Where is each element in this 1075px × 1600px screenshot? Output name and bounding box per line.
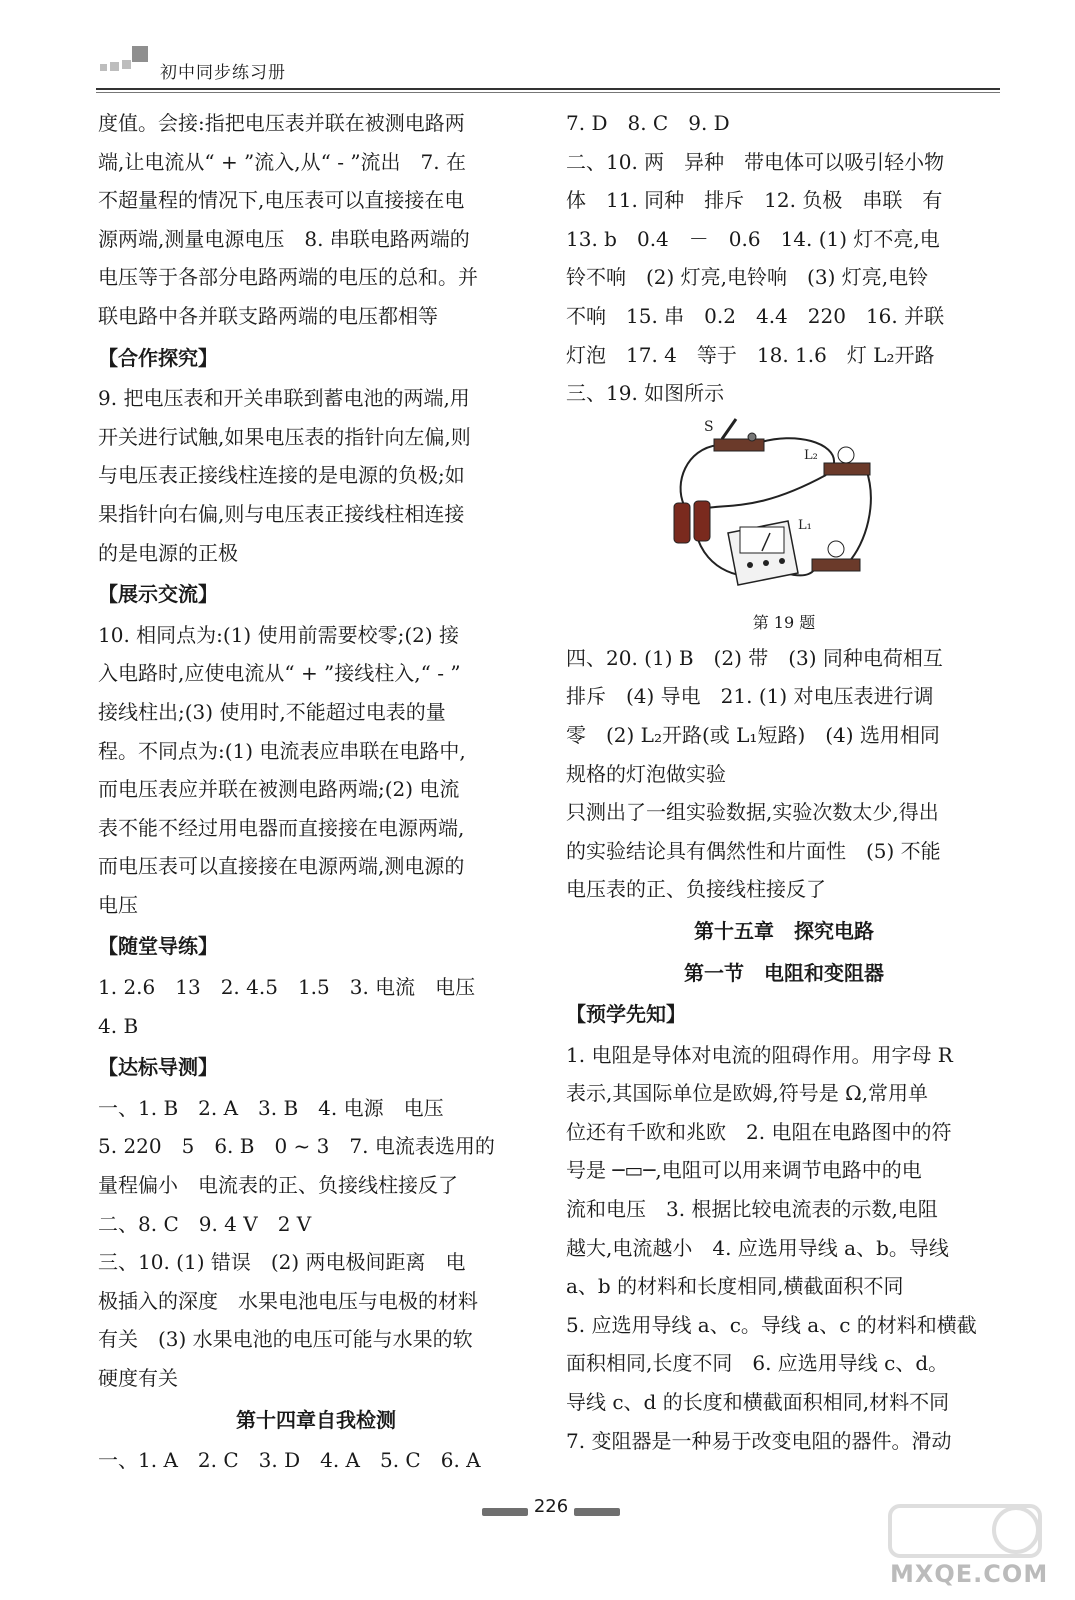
text-line: 三、19. 如图所示	[566, 381, 725, 406]
text-line: 灯泡 17. 4 等于 18. 1.6 灯 L₂开路	[566, 342, 935, 367]
text-line: 13. b 0.4 － 0.6 14. (1) 灯不亮,电	[566, 226, 940, 251]
section-heading: 【达标导测】	[98, 1055, 218, 1080]
text-line: 而电压表应并联在被测电路两端;(2) 电流	[98, 777, 460, 802]
text-line: 二、8. C 9. 4 V 2 V	[98, 1211, 312, 1236]
header-decoration	[110, 62, 119, 71]
text-line: 开关进行试触,如果电压表的指针向左偏,则	[98, 424, 471, 449]
text-line: 排斥 (4) 导电 21. (1) 对电压表进行调	[566, 684, 934, 709]
text-line: 1. 电阻是导体对电流的阻碍作用。用字母 R	[566, 1042, 953, 1067]
book-title: 初中同步练习册	[160, 63, 286, 83]
text-line: 导线 c、d 的长度和横截面积相同,材料不同	[566, 1390, 950, 1415]
text-line: 硬度有关	[98, 1366, 178, 1390]
text-line: 规格的灯泡做实验	[566, 761, 726, 786]
section-heading: 【随堂导练】	[98, 934, 218, 959]
page-header	[96, 38, 1000, 94]
text-line: 不超量程的情况下,电压表可以直接接在电	[98, 188, 465, 213]
lamp-l1-label: L₁	[798, 517, 812, 533]
text-line: 7. 变阻器是一种易于改变电阻的器件。滑动	[566, 1428, 952, 1453]
text-line: 接线柱出;(3) 使用时,不能超过电表的量	[98, 699, 446, 724]
header-decoration	[100, 64, 107, 71]
text-line: 有关 (3) 水果电池的电压可能与水果的软	[98, 1327, 473, 1352]
text-line: 1. 2.6 13 2. 4.5 1.5 3. 电流 电压	[98, 975, 476, 1000]
text-line: 4. B	[98, 1013, 139, 1038]
text-line: 量程偏小 电流表的正、负接线柱接反了	[98, 1173, 458, 1198]
text-line: 5. 应选用导线 a、c。导线 a、c 的材料和横截	[566, 1312, 977, 1337]
figure-caption: 第 19 题	[752, 612, 816, 632]
section-title: 第一节 电阻和变阻器	[684, 960, 884, 985]
text-line: 端,让电流从“ + ”流入,从“ - ”流出 7. 在	[98, 149, 466, 174]
header-decoration	[122, 60, 131, 69]
text-line: 度值。会接:指把电压表并联在被测电路两	[98, 111, 465, 135]
text-line: 三、10. (1) 错误 (2) 两电极间距离 电	[98, 1250, 466, 1275]
text-line: 零 (2) L₂开路(或 L₁短路) (4) 选用相同	[566, 722, 940, 747]
text-line: 号是 ─▭─,电阻可以用来调节电路中的电	[566, 1158, 922, 1183]
chapter-test-heading: 第十四章自我检测	[236, 1407, 396, 1432]
circuit-figure	[566, 413, 1002, 613]
text-line: 的是电源的正极	[98, 540, 238, 565]
text-line: 一、1. A 2. C 3. D 4. A 5. C 6. A	[98, 1448, 481, 1473]
text-line: 的实验结论具有偶然性和片面性 (5) 不能	[566, 838, 941, 863]
section-heading: 【合作探究】	[98, 345, 218, 370]
text-line: a、b 的材料和长度相同,横截面积不同	[566, 1274, 904, 1299]
text-line: 程。不同点为:(1) 电流表应串联在电路中,	[98, 738, 466, 763]
text-line: 入电路时,应使电流从“ + ”接线柱入,“ - ”	[98, 661, 461, 686]
text-line: 极插入的深度 水果电池电压与电极的材料	[98, 1288, 478, 1313]
header-rule	[96, 92, 1000, 93]
section-heading: 【预学先知】	[566, 1002, 686, 1027]
text-line: 10. 相同点为:(1) 使用前需要校零;(2) 接	[98, 622, 460, 647]
text-line: 源两端,测量电源电压 8. 串联电路两端的	[98, 226, 470, 251]
text-line: 不响 15. 串 0.2 4.4 220 16. 并联	[566, 303, 945, 328]
text-line: 四、20. (1) B (2) 带 (3) 同种电荷相互	[566, 645, 943, 670]
text-line: 表示,其国际单位是欧姆,符号是 Ω,常用单	[566, 1081, 929, 1106]
text-line: 表不能不经过用电器而直接接在电源两端,	[98, 815, 465, 840]
text-line: 体 11. 同种 排斥 12. 负极 串联 有	[566, 188, 943, 213]
text-line: 5. 220 5 6. B 0 ~ 3 7. 电流表选用的	[98, 1134, 495, 1159]
switch-label: S	[704, 418, 714, 435]
text-line: 流和电压 3. 根据比较电流表的示数,电阻	[566, 1197, 938, 1222]
text-line: 面积相同,长度不同 6. 应选用导线 c、d。	[566, 1351, 949, 1376]
text-line: 二、10. 两 异种 带电体可以吸引轻小物	[566, 149, 945, 174]
watermark-text: MXQE.COM	[890, 1560, 1049, 1588]
right-column	[566, 104, 1002, 1460]
text-line: 越大,电流越小 4. 应选用导线 a、b。导线	[566, 1235, 949, 1260]
footer-decoration	[482, 1508, 528, 1516]
text-line: 而电压表可以直接接在电源两端,测电源的	[98, 854, 465, 879]
page-number: 226	[533, 1496, 569, 1517]
text-line: 7. D 8. C 9. D	[566, 111, 730, 135]
text-line: 电压表的正、负接线柱接反了	[566, 877, 826, 902]
text-line: 铃不响 (2) 灯亮,电铃响 (3) 灯亮,电铃	[566, 265, 929, 290]
text-line: 联电路中各并联支路两端的电压都相等	[98, 303, 438, 328]
text-line: 与电压表正接线柱连接的是电源的负极;如	[98, 463, 465, 488]
text-line: 只测出了一组实验数据,实验次数太少,得出	[566, 800, 939, 825]
header-rule	[96, 88, 1000, 90]
footer-decoration	[574, 1508, 620, 1516]
text-line: 电压等于各部分电路两端的电压的总和。并	[98, 265, 478, 290]
section-heading: 【展示交流】	[98, 582, 218, 607]
text-line: 9. 把电压表和开关串联到蓄电池的两端,用	[98, 386, 470, 411]
text-line: 位还有千欧和兆欧 2. 电阻在电路图中的符	[566, 1119, 952, 1144]
header-decoration	[132, 46, 148, 62]
text-line: 电压	[98, 892, 138, 917]
text-line: 一、1. B 2. A 3. B 4. 电源 电压	[98, 1095, 444, 1120]
lamp-l2-label: L₂	[804, 447, 818, 463]
text-line: 果指针向右偏,则与电压表正接线柱相连接	[98, 501, 465, 526]
circuit-diagram	[666, 413, 876, 603]
left-column	[98, 104, 534, 1480]
chapter-title: 第十五章 探究电路	[694, 918, 874, 943]
